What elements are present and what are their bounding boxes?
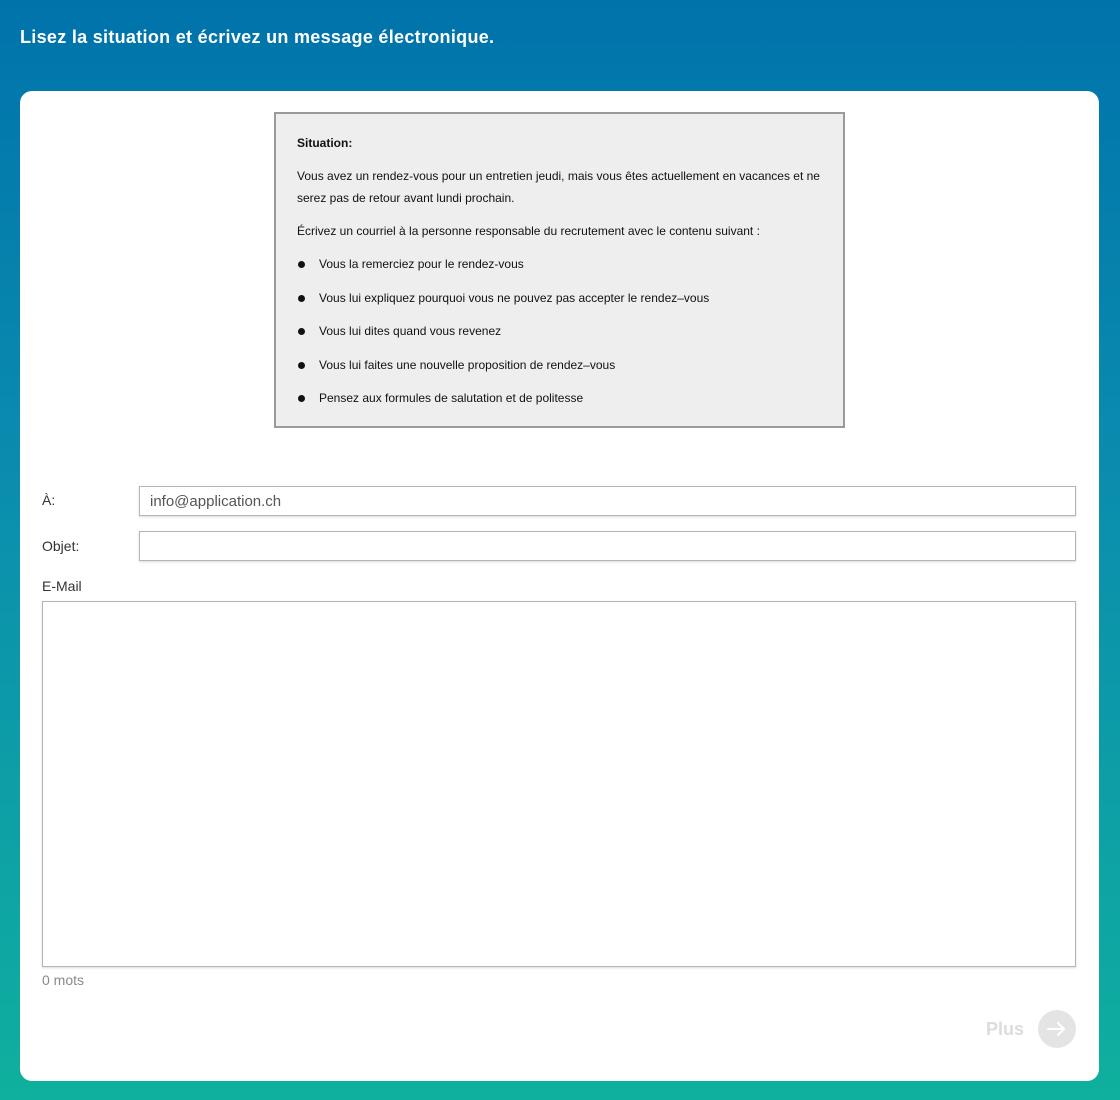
situation-instruction: Écrivez un courriel à la personne responsable du recrutement avec le contenu suivant :: [297, 224, 760, 238]
next-button[interactable]: [982, 1010, 1076, 1048]
list-item: [297, 253, 823, 287]
exercise-card: [20, 91, 1099, 1081]
list-item-text: Vous lui dites quand vous revenez: [319, 324, 502, 338]
list-item: [297, 287, 823, 321]
next-button-label: Plus: [985, 1018, 1024, 1039]
bullet-icon: [298, 362, 305, 369]
list-item: [297, 354, 823, 388]
situation-box: [274, 112, 845, 428]
arrow-right-icon: [1038, 1010, 1076, 1048]
subject-label: Objet:: [42, 538, 80, 554]
page-title: Lisez la situation et écrivez un message électronique.: [20, 27, 495, 47]
situation-text: Vous avez un rendez-vous pour un entretien jeudi, mais vous êtes actuellement en vacances et ne serez pas de retour avant lundi prochain.: [297, 169, 820, 205]
list-item: [297, 320, 823, 354]
bullet-icon: [298, 328, 305, 335]
list-item-text: Vous lui faites une nouvelle proposition de rendez–vous: [319, 357, 616, 372]
situation-list: [297, 253, 823, 421]
list-item-text: Vous lui expliquez pourquoi vous ne pouvez pas accepter le rendez–vous: [319, 290, 710, 305]
subject-field[interactable]: [139, 531, 1076, 561]
bullet-icon: [298, 395, 305, 402]
bullet-icon: [298, 295, 305, 302]
email-body-textarea[interactable]: [42, 601, 1076, 967]
list-item-text: Pensez aux formules de salutation et de politesse: [319, 391, 584, 405]
list-item: [297, 387, 823, 421]
to-label: À:: [42, 492, 56, 508]
bullet-icon: [298, 261, 305, 268]
to-field[interactable]: [139, 486, 1076, 516]
situation-title: Situation:: [297, 136, 353, 150]
word-count: 0 mots: [42, 972, 85, 988]
email-label: E-Mail: [42, 578, 82, 594]
list-item-text: Vous la remerciez pour le rendez-vous: [319, 257, 524, 271]
